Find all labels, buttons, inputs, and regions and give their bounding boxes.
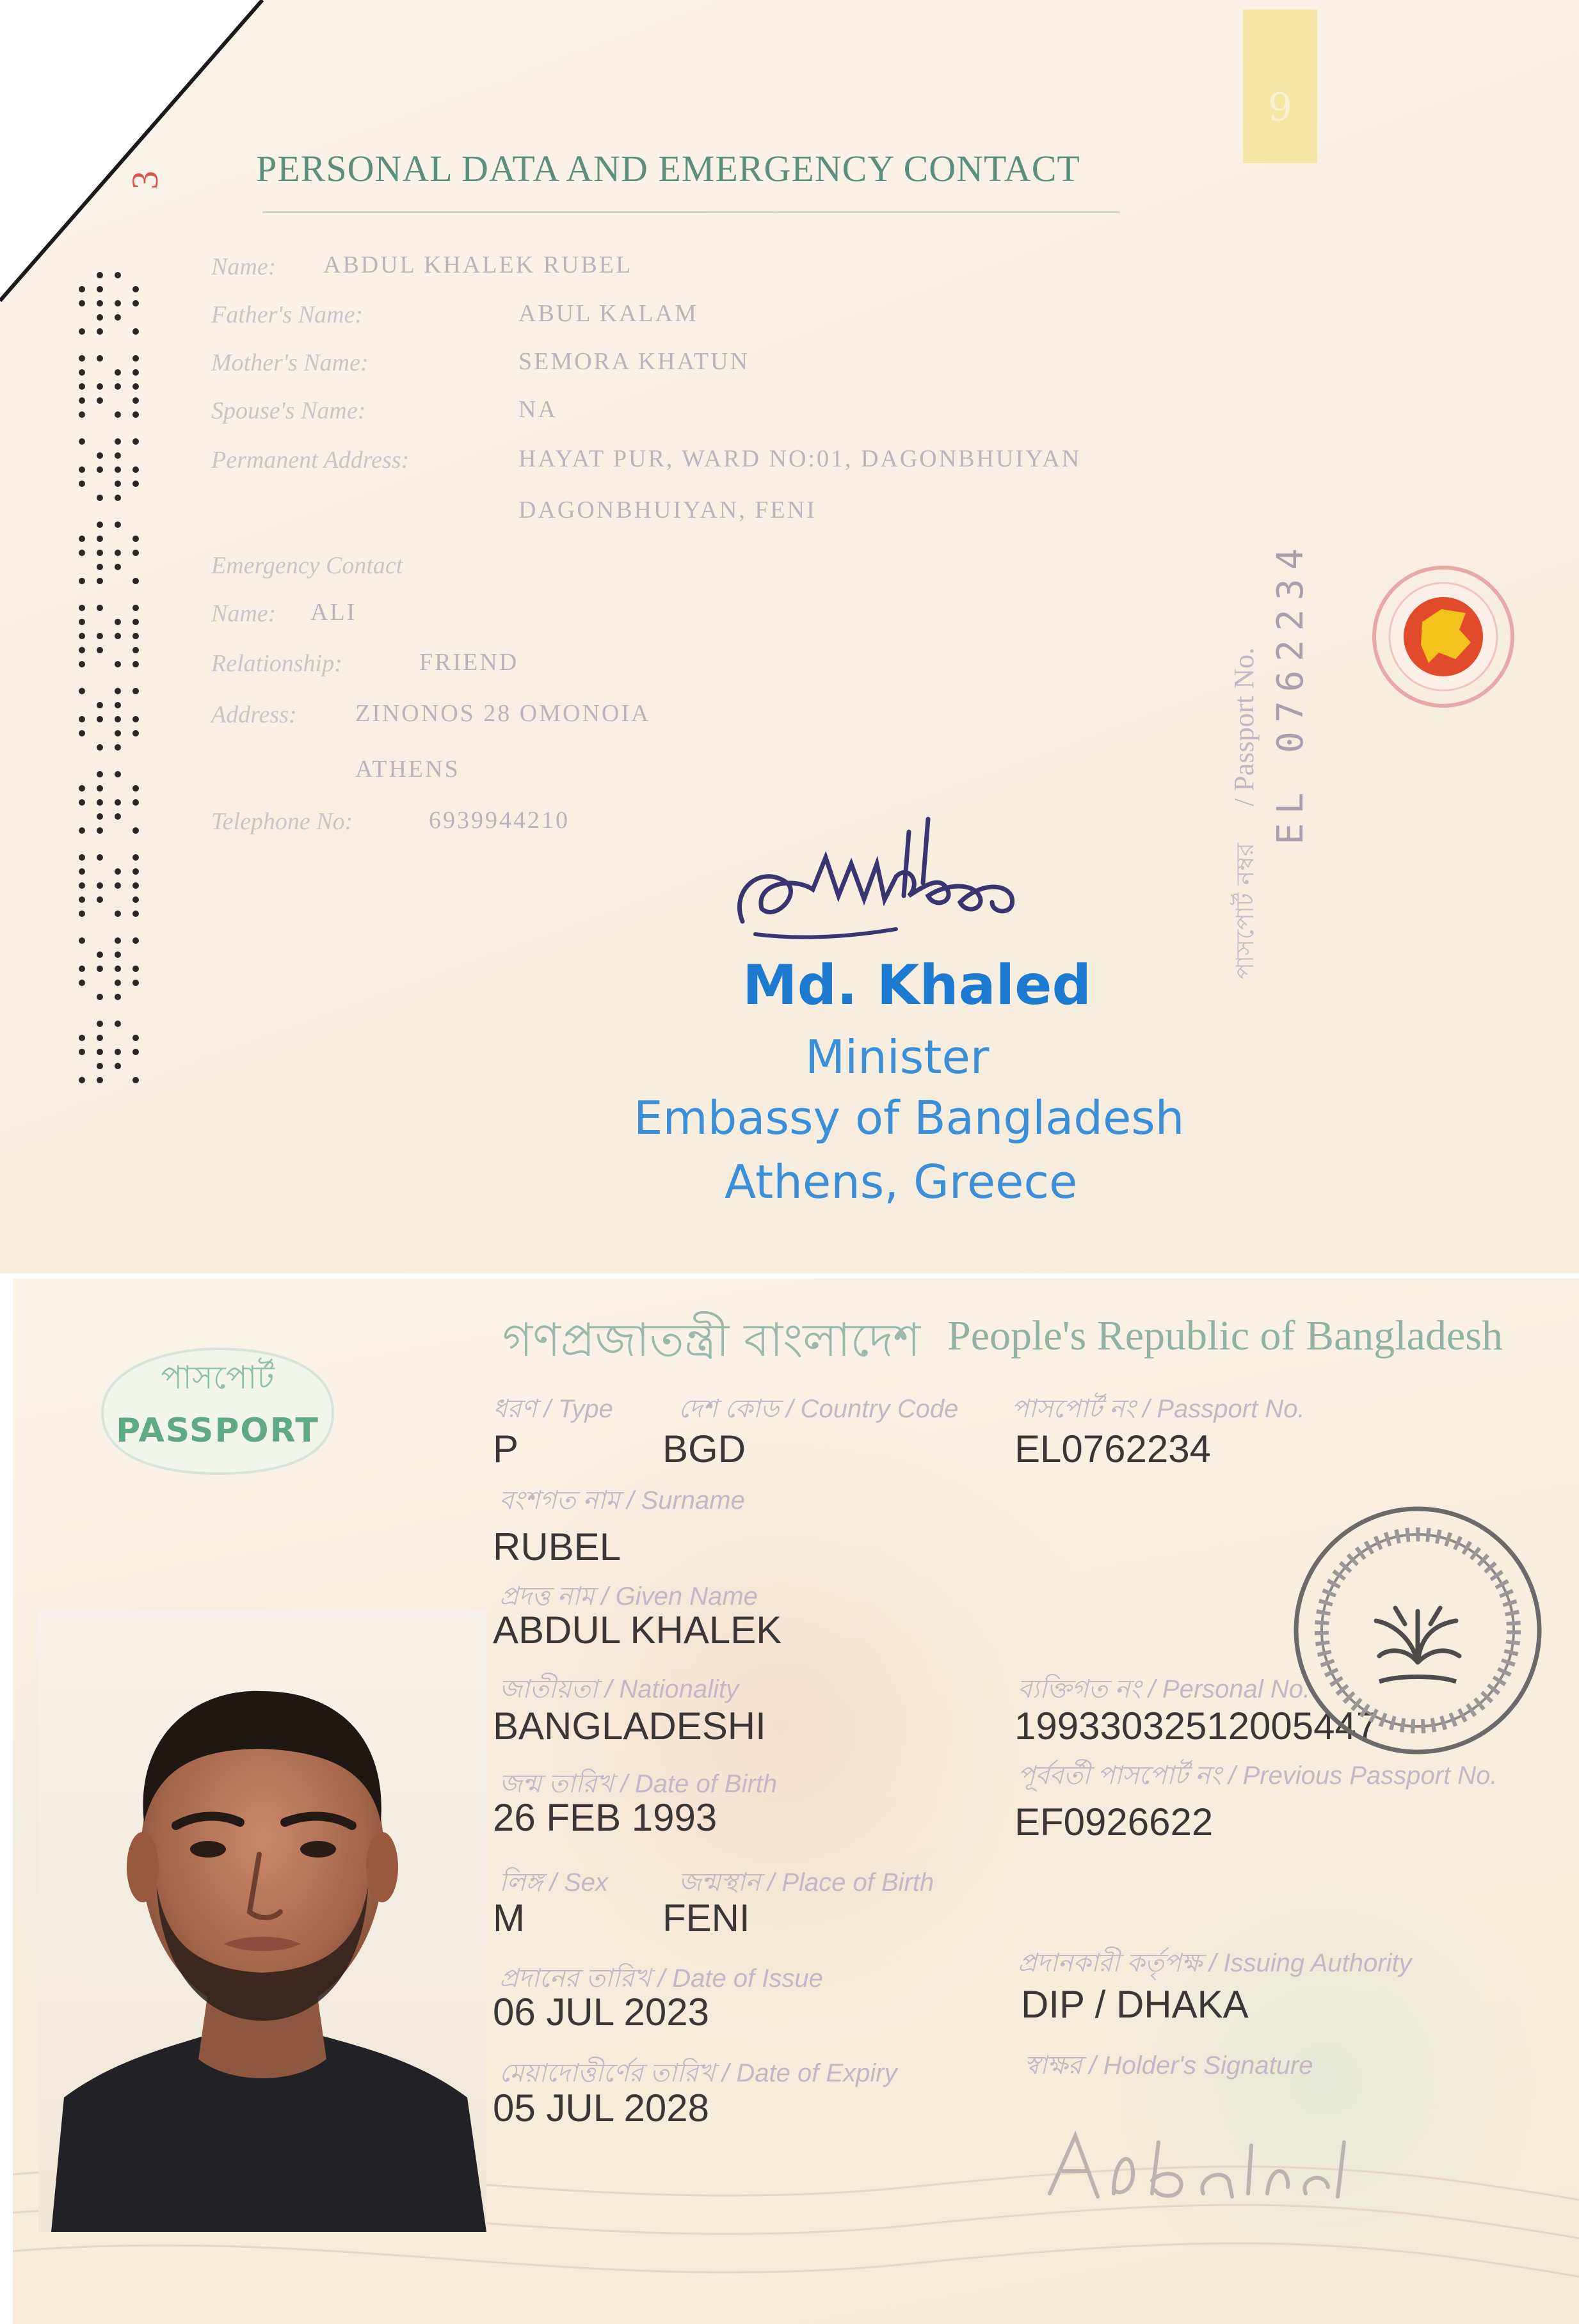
name-value: ABDUL KHALEK RUBEL: [323, 251, 633, 278]
perforation-dot: [132, 799, 139, 806]
badge-label-en: PASSPORT: [116, 1412, 319, 1450]
official-signature: [717, 787, 1050, 966]
telephone-label: Telephone No:: [211, 808, 353, 835]
perforation-dot: [132, 730, 139, 736]
perforation-dot: [132, 785, 139, 792]
perforation-dot: [132, 605, 139, 611]
perforation-dot: [79, 827, 85, 834]
page-tab: [1243, 10, 1317, 163]
perforation-dot: [115, 937, 121, 944]
perforation-dot: [132, 661, 139, 667]
perforation-dot: [79, 411, 85, 418]
spouse-name-value: NA: [518, 396, 557, 423]
perforation-dot: [97, 1021, 103, 1027]
perforation-dot: [97, 521, 103, 528]
perforation-dot: [115, 951, 121, 958]
perforation-dot: [79, 854, 85, 861]
perforation-dot: [132, 896, 139, 903]
perforation-dot: [97, 605, 103, 611]
perforation-dot: [132, 827, 139, 834]
perforation-dot: [79, 896, 85, 903]
perforation-dot: [115, 868, 121, 875]
perforation-dot: [79, 619, 85, 625]
perforation-dot: [132, 438, 139, 445]
perforation-dot: [79, 661, 85, 667]
date-of-birth-value: 26 FEB 1993: [493, 1796, 717, 1839]
perforation-dot: [115, 661, 121, 667]
date-of-expiry-label: মেয়াদোত্তীর্ণের তারিখ / Date of Expiry: [499, 2059, 897, 2087]
perforation-dot: [97, 383, 103, 390]
perforation-dot: [132, 911, 139, 917]
stamp-city: Athens, Greece: [725, 1155, 1078, 1209]
perforation-dot: [115, 980, 121, 986]
emergency-name-label: Name:: [211, 600, 277, 627]
perforation-dot: [97, 702, 103, 708]
perforation-dot: [97, 744, 103, 751]
perforation-dot: [132, 397, 139, 404]
republic-name-bn: গণপ্রজাতন্ত্রী বাংলাদেশ: [502, 1313, 921, 1367]
sex-value: M: [493, 1897, 525, 1939]
perforation-dot: [115, 966, 121, 972]
perforation-dot: [79, 647, 85, 653]
perforation-dot: [115, 744, 121, 751]
perforation-dot: [115, 383, 121, 390]
perforation-dot: [132, 647, 139, 653]
side-number-value: EL 0762234: [1270, 539, 1311, 845]
perforation-dot: [97, 300, 103, 306]
perforation-dot: [97, 994, 103, 1000]
surname-value: RUBEL: [493, 1525, 621, 1568]
perforation-dot: [115, 1021, 121, 1027]
bangladesh-emblem-icon: [1370, 563, 1517, 710]
government-seal-icon: [1283, 1496, 1552, 1765]
perforation-dot: [79, 882, 85, 889]
given-name-label: প্রদত্ত নাম / Given Name: [499, 1582, 758, 1611]
perforation-dot: [115, 550, 121, 556]
perforation-dot: [97, 1077, 103, 1083]
previous-passport-label: পূর্ববর্তী পাসপোর্ট নং / Previous Passport No.: [1018, 1762, 1498, 1790]
perforation-dot: [115, 688, 121, 694]
perforation-dot: [115, 633, 121, 639]
perforation-dot: [97, 854, 103, 861]
nationality-label: জাতীয়তা / Nationality: [499, 1675, 739, 1703]
perforation-dot: [79, 466, 85, 473]
surname-label: বংশগত নাম / Surname: [499, 1486, 745, 1515]
perforation-dot: [115, 495, 121, 501]
holder-signature-label: স্বাক্ষর / Holder's Signature: [1024, 2051, 1313, 2080]
perforation-dot: [115, 521, 121, 528]
perforation-dot: [79, 716, 85, 722]
perforation-dot: [79, 633, 85, 639]
permanent-address-line1: HAYAT PUR, WARD NO:01, DAGONBHUIYAN: [518, 445, 1082, 472]
perforation-dot: [132, 466, 139, 473]
holder-photo: [38, 1611, 486, 2232]
perforation-dot: [79, 1035, 85, 1041]
place-of-birth-value: FENI: [662, 1897, 750, 1939]
perforation-dot: [79, 785, 85, 792]
perforation-dot: [79, 868, 85, 875]
perforation-dot: [115, 466, 121, 473]
holder-signature: [1037, 2117, 1370, 2219]
perforation-dot: [79, 300, 85, 306]
perforation-dot: [79, 550, 85, 556]
perforation-dot: [97, 771, 103, 777]
previous-passport-value: EF0926622: [1014, 1801, 1214, 1843]
perforation-dot: [97, 1049, 103, 1055]
perforation-dot: [115, 799, 121, 806]
perforation-dot: [132, 383, 139, 390]
given-name-value: ABDUL KHALEK: [493, 1609, 782, 1651]
perforation-dot: [132, 688, 139, 694]
perforation-dot: [132, 536, 139, 542]
perforation-dot: [97, 1063, 103, 1069]
perforation-dot: [97, 716, 103, 722]
country-code-value: BGD: [662, 1428, 746, 1470]
emergency-address-line1: ZINONOS 28 OMONOIA: [355, 700, 651, 727]
perforation-dot: [79, 328, 85, 335]
page-title: PERSONAL DATA AND EMERGENCY CONTACT: [256, 148, 1080, 189]
perforation-dot: [79, 578, 85, 584]
perforation-dot: [132, 1035, 139, 1041]
perforation-dot: [97, 536, 103, 542]
side-label-bn: পাসপোর্ট নম্বর: [1231, 843, 1259, 979]
country-code-label: দেশ কোড / Country Code: [678, 1395, 959, 1423]
perforation-dot: [115, 911, 121, 917]
perforation-dot: [97, 495, 103, 501]
perforation-dot: [115, 300, 121, 306]
spouse-name-label: Spouse's Name:: [211, 397, 366, 424]
perforation-dot: [79, 966, 85, 972]
perforation-dot: [115, 272, 121, 278]
perforation-dot: [97, 466, 103, 473]
perforation-dot: [79, 1049, 85, 1055]
perforation-dot: [97, 314, 103, 321]
perforation-dot: [132, 411, 139, 418]
father-name-label: Father's Name:: [211, 301, 364, 328]
perforation-dot: [115, 438, 121, 445]
stamp-officer-name: Md. Khaled: [742, 953, 1092, 1017]
perforation-dot: [115, 771, 121, 777]
perforation-dot: [115, 314, 121, 321]
stamp-office: Embassy of Bangladesh: [634, 1091, 1185, 1145]
perforation-dot: [79, 438, 85, 445]
permanent-address-line2: DAGONBHUIYAN, FENI: [518, 497, 817, 523]
perforation-dot: [79, 397, 85, 404]
perforation-dot: [132, 854, 139, 861]
perforation-dot: [132, 619, 139, 625]
perforation-dot: [132, 716, 139, 722]
perforation-dot: [79, 799, 85, 806]
side-label-en: / Passport No.: [1228, 647, 1260, 806]
perforation-dot: [132, 980, 139, 986]
perforation-dot: [79, 688, 85, 694]
telephone-value: 6939944210: [429, 807, 570, 834]
perforation-dot: [132, 1049, 139, 1055]
perforation-dot: [97, 564, 103, 570]
perforation-dot: [132, 355, 139, 362]
passport-number-label: পাসপোর্ট নং / Passport No.: [1011, 1395, 1305, 1423]
date-of-birth-label: জন্ম তারিখ / Date of Birth: [499, 1770, 778, 1798]
perforated-passport-number: [76, 269, 146, 1113]
perforation-dot: [97, 452, 103, 459]
emergency-address-line2: ATHENS: [355, 756, 460, 783]
perforation-dot: [97, 785, 103, 792]
father-name-value: ABUL KALAM: [518, 300, 698, 327]
permanent-address-label: Permanent Address:: [211, 447, 410, 474]
perforation-dot: [97, 951, 103, 958]
republic-name-en: People's Republic of Bangladesh: [947, 1312, 1503, 1359]
perforation-dot: [79, 369, 85, 376]
perforation-dot: [79, 605, 85, 611]
sex-label: লিঙ্গ / Sex: [499, 1868, 609, 1897]
personal-number-value: 19933032512005447: [1014, 1705, 1378, 1747]
perforation-dot: [79, 481, 85, 487]
perforation-dot: [79, 911, 85, 917]
emergency-name-value: ALI: [310, 599, 357, 626]
perforation-dot: [97, 272, 103, 278]
perforation-dot: [97, 896, 103, 903]
nationality-value: BANGLADESHI: [493, 1705, 766, 1747]
perforation-dot: [132, 966, 139, 972]
emergency-address-label: Address:: [211, 701, 297, 728]
type-value: P: [493, 1428, 519, 1470]
perforation-dot: [132, 369, 139, 376]
issuing-authority-label: প্রদানকারী কর্তৃপক্ষ / Issuing Authority: [1018, 1949, 1412, 1977]
badge-label-bn: পাসপোর্ট: [161, 1359, 275, 1396]
perforation-dot: [97, 578, 103, 584]
perforation-dot: [132, 882, 139, 889]
relationship-value: FRIEND: [419, 649, 519, 676]
perforation-dot: [97, 328, 103, 335]
date-of-expiry-value: 05 JUL 2028: [493, 2087, 710, 2129]
perforation-dot: [79, 730, 85, 736]
perforation-dot: [97, 799, 103, 806]
side-passport-number: [1222, 448, 1312, 979]
mother-name-label: Mother's Name:: [211, 349, 369, 376]
perforation-dot: [115, 481, 121, 487]
perforation-dot: [132, 328, 139, 335]
perforation-dot: [97, 813, 103, 820]
passport-number-value: EL0762234: [1014, 1428, 1211, 1470]
perforation-dot: [97, 550, 103, 556]
perforation-dot: [115, 994, 121, 1000]
perforation-dot: [79, 1077, 85, 1083]
perforation-dot: [97, 286, 103, 292]
perforation-dot: [115, 369, 121, 376]
perforation-dot: [115, 452, 121, 459]
perforation-dot: [97, 397, 103, 404]
perforation-dot: [132, 1077, 139, 1083]
perforation-dot: [132, 578, 139, 584]
type-label: ধরণ / Type: [493, 1395, 613, 1423]
perforation-dot: [97, 882, 103, 889]
perforation-dot: [79, 286, 85, 292]
personal-number-label: ব্যক্তিগত নং / Personal No.: [1018, 1675, 1311, 1703]
perforation-dot: [132, 481, 139, 487]
perforation-dot: [97, 355, 103, 362]
date-of-issue-label: প্রদানের তারিখ / Date of Issue: [499, 1964, 823, 1993]
perforation-dot: [115, 564, 121, 570]
perforation-dot: [115, 411, 121, 418]
relationship-label: Relationship:: [211, 650, 342, 677]
page-number: 3: [124, 171, 166, 189]
tab-number: 9: [1267, 85, 1293, 130]
mother-name-value: SEMORA KHATUN: [518, 348, 749, 375]
perforation-dot: [115, 1049, 121, 1055]
perforation-dot: [115, 882, 121, 889]
title-divider: [262, 211, 1120, 213]
perforation-dot: [115, 619, 121, 625]
perforation-dot: [97, 966, 103, 972]
passport-data-page: [13, 1278, 1579, 2324]
stamp-officer-title: Minister: [805, 1030, 990, 1084]
perforation-dot: [79, 383, 85, 390]
perforation-dot: [115, 1063, 121, 1069]
place-of-birth-label: জন্মস্থান / Place of Birth: [678, 1868, 934, 1897]
perforation-dot: [79, 937, 85, 944]
name-label: Name:: [211, 253, 277, 280]
perforation-dot: [132, 868, 139, 875]
perforation-dot: [79, 536, 85, 542]
perforation-dot: [115, 813, 121, 820]
perforation-dot: [79, 355, 85, 362]
date-of-issue-value: 06 JUL 2023: [493, 1991, 710, 2034]
perforation-dot: [115, 702, 121, 708]
perforation-dot: [97, 647, 103, 653]
perforation-dot: [79, 980, 85, 986]
perforation-dot: [97, 633, 103, 639]
perforation-dot: [115, 730, 121, 736]
perforation-dot: [115, 716, 121, 722]
perforation-dot: [132, 286, 139, 292]
issuing-authority-value: DIP / DHAKA: [1021, 1983, 1249, 2026]
perforation-dot: [132, 550, 139, 556]
perforation-dot: [132, 633, 139, 639]
perforation-dot: [132, 300, 139, 306]
perforation-dot: [97, 1035, 103, 1041]
perforation-dot: [132, 937, 139, 944]
perforation-dot: [97, 827, 103, 834]
emergency-contact-label: Emergency Contact: [211, 552, 403, 579]
